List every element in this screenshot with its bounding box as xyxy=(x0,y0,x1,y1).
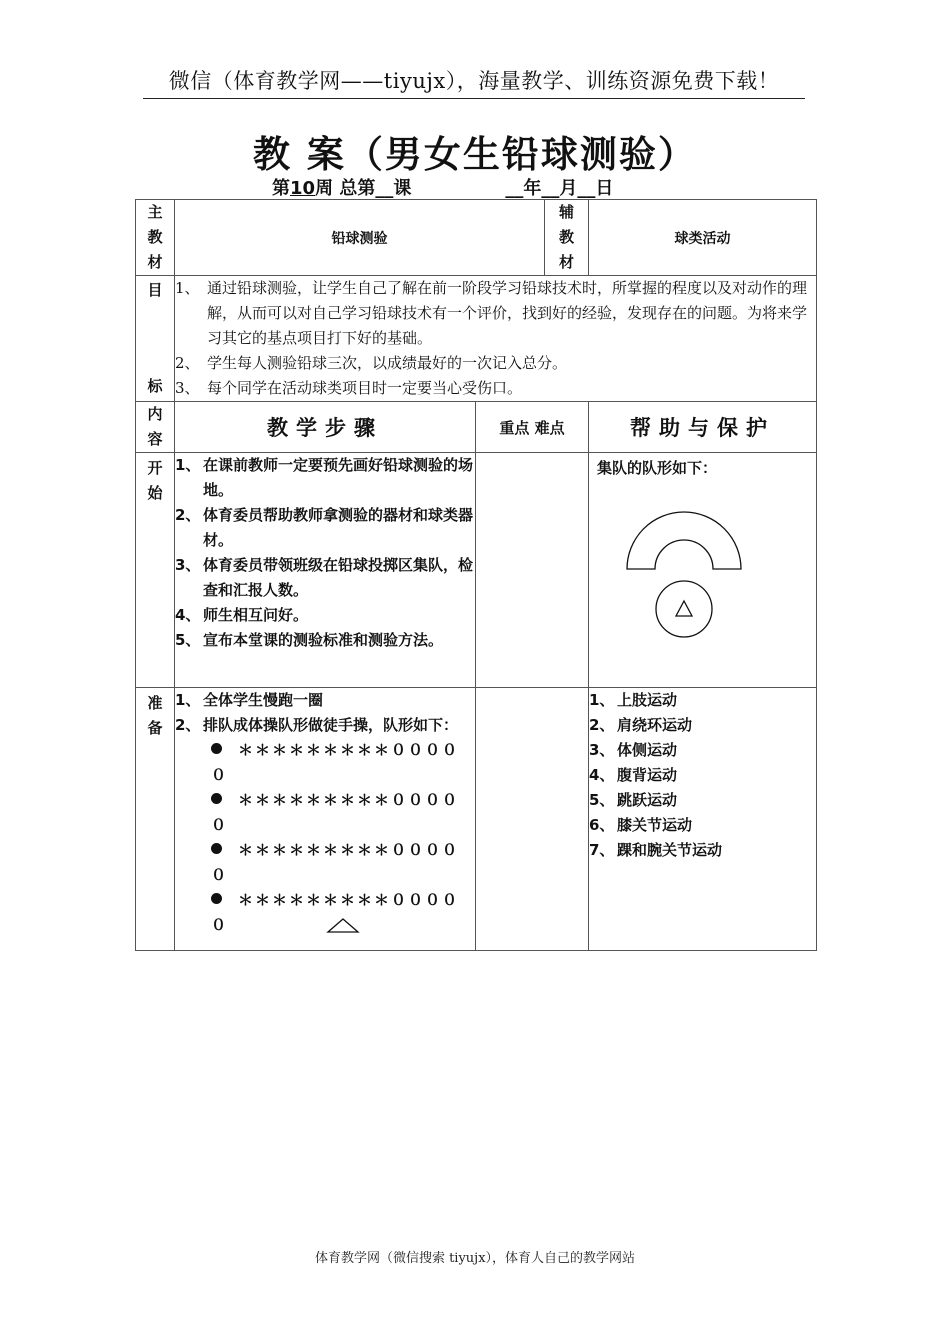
teacher-circle-shape xyxy=(656,581,712,637)
row-leader-dot-icon xyxy=(211,893,222,904)
student-arc-shape xyxy=(627,512,741,569)
main-material-label: 主 教 材 xyxy=(136,200,175,276)
prep-keypoints xyxy=(476,688,589,951)
start-step: 4、 师生相互问好。 xyxy=(175,606,309,624)
start-help xyxy=(589,453,817,688)
exercise-item: 7、 踝和腕关节运动 xyxy=(589,841,723,859)
objective-label xyxy=(136,276,175,402)
aux-material-value: 球类活动 xyxy=(589,200,817,276)
keypoints-header: 重点 难点 xyxy=(476,402,589,453)
exercise-item: 2、 肩绕环运动 xyxy=(589,716,693,734)
content-label: 内 容 xyxy=(136,402,175,453)
total-blank: __ xyxy=(375,178,394,199)
exercise-item: 1、 上肢运动 xyxy=(589,691,678,709)
prep-help xyxy=(589,688,817,951)
row-leader-dot-icon xyxy=(211,743,222,754)
start-step: 5、 宣布本堂课的测验标准和测验方法。 xyxy=(175,631,444,649)
prep-row xyxy=(136,688,817,951)
start-steps xyxy=(175,453,476,688)
objective-label-bottom: 标 xyxy=(147,377,163,395)
row-leader-dot-icon xyxy=(211,843,222,854)
prep-steps xyxy=(175,688,476,951)
header-banner: 微信（体育教学网——tiyujx），海量教学、训练资源免费下载！ xyxy=(143,66,805,99)
formation-row: ＊＊＊＊＊＊＊＊＊０００００ xyxy=(211,841,460,884)
objective-label-top: 目 xyxy=(147,281,163,299)
exercise-item: 6、 膝关节运动 xyxy=(589,816,693,834)
help-header: 帮助与保护 xyxy=(589,402,817,453)
objective-item: 2、 学生每人测验铅球三次，以成绩最好的一次记入总分。 xyxy=(175,354,568,372)
formation-caption: 集队的队形如下： xyxy=(597,459,718,477)
week-number: 10 xyxy=(290,178,316,199)
aux-material-label: 辅 教 材 xyxy=(545,200,589,276)
formation-row: ＊＊＊＊＊＊＊＊＊０００００ xyxy=(211,791,460,834)
objectives xyxy=(175,276,817,402)
start-label: 开 始 xyxy=(136,453,175,688)
material-row xyxy=(136,200,817,276)
formation-row: ＊＊＊＊＊＊＊＊＊０００００ xyxy=(211,891,460,934)
content-header-row xyxy=(136,402,817,453)
prep-step: 1、 全体学生慢跑一圈 xyxy=(175,691,324,709)
start-step: 2、 体育委员帮助教师拿测验的器材和球类器材。 xyxy=(175,506,474,549)
page-footer: 体育教学网（微信搜索 tiyujx），体育人自己的教学网站 xyxy=(314,1251,636,1266)
lesson-plan-table xyxy=(135,199,817,951)
teacher-triangle-icon xyxy=(676,601,692,616)
lesson-info xyxy=(272,174,692,200)
exercise-item: 3、 体侧运动 xyxy=(589,741,678,759)
start-step: 1、 在课前教师一定要预先画好铅球测验的场地。 xyxy=(175,456,474,499)
teacher-triangle-icon xyxy=(326,918,360,934)
date-field: __年__月__日 xyxy=(505,178,614,199)
objective-row xyxy=(136,276,817,402)
row-leader-dot-icon xyxy=(211,793,222,804)
assembly-formation-diagram xyxy=(597,485,807,655)
objective-item: 1、 通过铅球测验，让学生自己了解在前一阶段学习铅球技术时，所掌握的程度以及对动作的理解，从而可以对自己学习铅球技术有一个评价，找到好的经验，发现存在的问题。为将来学习其它的基点项目打下好的基础。 xyxy=(175,279,808,347)
week-suffix: 周 总第 xyxy=(315,178,376,199)
exercise-item: 5、 跳跃运动 xyxy=(589,791,678,809)
prep-step: 2、 排队成体操队形做徒手操，队形如下： xyxy=(175,716,459,734)
start-row xyxy=(136,453,817,688)
start-step: 3、 体育委员带领班级在铅球投掷区集队，检查和汇报人数。 xyxy=(175,556,474,599)
lesson-word: 课 xyxy=(393,178,412,199)
page-title: 教 案（男女生铅球测验） xyxy=(253,133,697,176)
week-prefix: 第 xyxy=(272,178,290,199)
prep-label: 准 备 xyxy=(136,688,175,951)
objective-item: 3、 每个同学在活动球类项目时一定要当心受伤口。 xyxy=(175,379,523,397)
start-keypoints xyxy=(476,453,589,688)
steps-header: 教学步骤 xyxy=(175,402,476,453)
formation-row: ＊＊＊＊＊＊＊＊＊０００００ xyxy=(211,741,460,784)
exercise-item: 4、 腹背运动 xyxy=(589,766,678,784)
main-material-value: 铅球测验 xyxy=(175,200,545,276)
